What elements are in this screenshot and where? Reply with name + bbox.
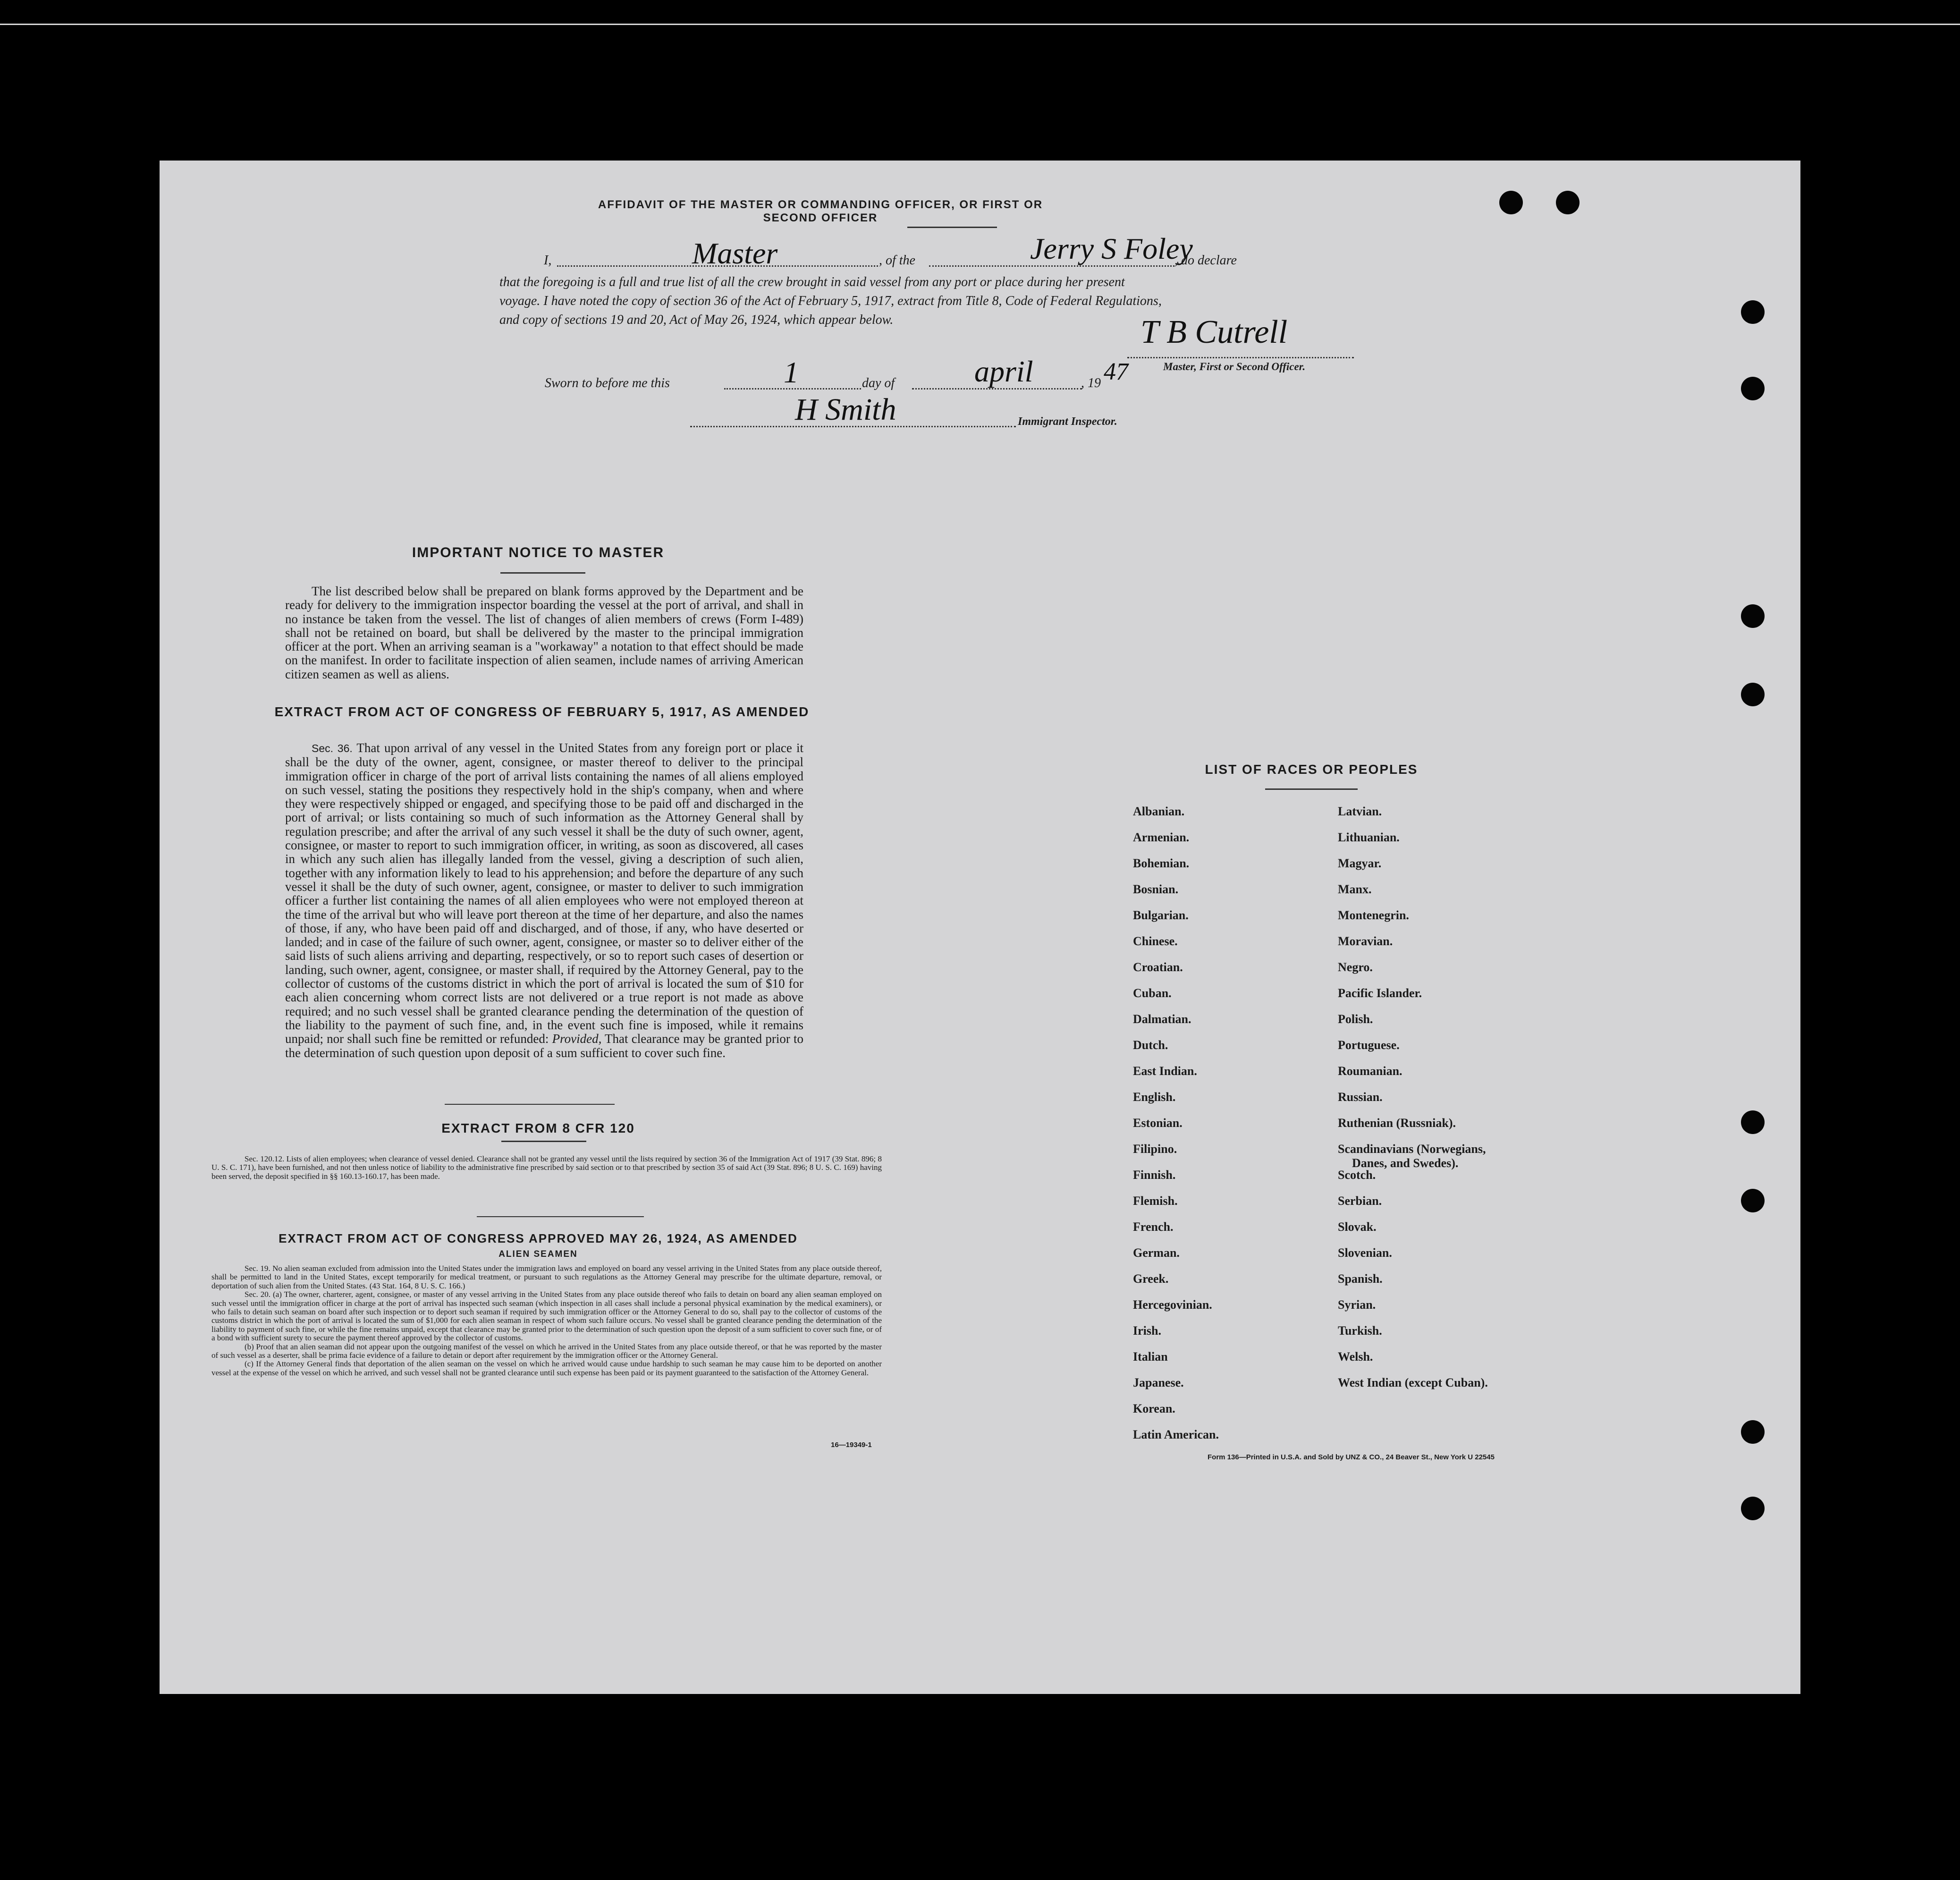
day-of-label: day of: [862, 376, 895, 390]
notice-text: The list described below shall be prepared on blank forms approved by the Department and be ready for delivery to the immigration inspector boarding the vessel at the port of arrival, and shall in no instance be taken from the vessel. The list of changes of alien members of crews (Form I-489) shall not be retained on board, but shall be delivered by the master to the principal immigration officer at the port. When an arriving seaman is a "workaway" a notation to that effect should be made on the manifest. In order to facilitate inspection of alien seamen, include names of arriving American citizen seamen as well as aliens.: [285, 584, 803, 681]
inspector-signature: H Smith: [795, 392, 896, 427]
race-item-right: Serbian.: [1338, 1194, 1382, 1208]
race-item-right: Magyar.: [1338, 856, 1382, 870]
race-item-right: Roumanian.: [1338, 1064, 1402, 1078]
race-item-right: West Indian (except Cuban).: [1338, 1376, 1488, 1389]
extract-1924-title: EXTRACT FROM ACT OF CONGRESS APPROVED MAY 26, 1924, AS AMENDED: [279, 1231, 798, 1245]
punch-hole: [1741, 604, 1765, 628]
race-item-left: French.: [1133, 1220, 1174, 1234]
sec-19-text: Sec. 19. No alien seaman excluded from admission into the United States under the immigration laws and employed on board any vessel arriving in the United States from any place outside thereof, shall be permitted to land in the United States, except temporarily for medical treatment, or pursuant to such regulations as the Attorney General may prescribe for the ultimate departure, removal, or deportation of such alien from the United States. (43 Stat. 164, 8 U. S. C. 166.): [211, 1264, 882, 1290]
race-item-right: Moravian.: [1338, 934, 1393, 948]
punch-hole: [1556, 191, 1580, 214]
race-item-left: Italian: [1133, 1350, 1168, 1363]
race-item-right: Portuguese.: [1338, 1038, 1400, 1052]
races-rule: [1265, 788, 1358, 790]
punch-hole: [1741, 683, 1765, 706]
notice-rule: [500, 572, 585, 574]
race-item-right: Montenegrin.: [1338, 908, 1409, 922]
race-item-right: Welsh.: [1338, 1350, 1373, 1363]
race-item-left: East Indian.: [1133, 1064, 1197, 1078]
race-item-left: Flemish.: [1133, 1194, 1178, 1208]
inspector-line: [690, 426, 1016, 427]
race-item-right: Turkish.: [1338, 1324, 1382, 1338]
race-item-left: Hercegovinian.: [1133, 1298, 1212, 1312]
handwritten-month: april: [974, 355, 1033, 388]
handwritten-vessel: Jerry S Foley: [1030, 232, 1193, 265]
proviso-text: That clearance may be granted prior to the determination of such question upon deposit of a sum sufficient to cover such fine.: [285, 1032, 804, 1060]
cfr-rule: [501, 1141, 586, 1142]
year-prefix: , 19: [1081, 376, 1101, 390]
race-item-right: Scandinavians (Norwegians,: [1338, 1142, 1486, 1156]
race-item-left: Albanian.: [1133, 805, 1185, 818]
race-item-left: Dalmatian.: [1133, 1012, 1191, 1026]
affidavit-do-declare: , do declare: [1174, 253, 1237, 268]
race-item-right: Ruthenian (Russniak).: [1338, 1116, 1456, 1130]
race-item-right: Lithuanian.: [1338, 830, 1400, 844]
1924-top-rule: [477, 1216, 644, 1217]
race-item-left: English.: [1133, 1090, 1176, 1104]
race-item-right: Syrian.: [1338, 1298, 1376, 1312]
race-item-left: Finnish.: [1133, 1168, 1176, 1182]
form-number: 16—19349-1: [831, 1441, 872, 1449]
race-item-left: Filipino.: [1133, 1142, 1177, 1156]
document-page: [160, 161, 1800, 1694]
race-item-left: Bulgarian.: [1133, 908, 1189, 922]
punch-hole: [1741, 377, 1765, 400]
affidavit-title: AFFIDAVIT OF THE MASTER OR COMMANDING OFFICER, OR FIRST OR SECOND OFFICER: [598, 198, 1043, 224]
punch-hole: [1499, 191, 1523, 214]
race-item-right: Slovenian.: [1338, 1246, 1392, 1260]
affidavit-i-label: I,: [544, 253, 552, 268]
race-item-left: Bosnian.: [1133, 882, 1179, 896]
sec-20b-text: (b) Proof that an alien seaman did not appear upon the outgoing manifest of the vessel on which he arrived in the United States from any place outside thereof, or that he was reported by the master of such vessel as a deserter, shall be prima facie evidence of a failure to detain or deport after requirement by the immigration officer or the Attorney General.: [211, 1342, 882, 1360]
race-item-left: Croatian.: [1133, 960, 1183, 974]
race-item-left: Armenian.: [1133, 830, 1190, 844]
race-item-left: German.: [1133, 1246, 1180, 1260]
signature-line: [1127, 357, 1354, 358]
race-item-left: Korean.: [1133, 1402, 1175, 1415]
race-item-right: Pacific Islander.: [1338, 986, 1422, 1000]
handwritten-day: 1: [784, 356, 799, 389]
affidavit-line-2: that the foregoing is a full and true list of all the crew brought in said vessel from any port or place during her present: [499, 275, 1125, 289]
extract-1917-title: EXTRACT FROM ACT OF CONGRESS OF FEBRUARY 5, 1917, AS AMENDED: [274, 704, 810, 719]
sworn-label: Sworn to before me this: [545, 376, 670, 390]
punch-hole: [1741, 1420, 1765, 1444]
race-item-left: Japanese.: [1133, 1376, 1184, 1389]
master-signature: T B Cutrell: [1141, 314, 1288, 350]
race-item-left: Bohemian.: [1133, 856, 1190, 870]
sec-36-text: That upon arrival of any vessel in the United States from any foreign port or place it shall be the duty of the owner, agent, consignee, or master thereof to deliver to the principal immigration officer in charge of the port of arrival lists containing the names of all aliens employed on such vessel, stating the positions they respectively hold in the ship's company, when and where they were respectively shipped or engaged, and specifying those to be paid off and discharged in the port of arrival; or lists containing so much of such information as the Attorney General shall by regulation prescribe; and after the arrival of any such vessel it shall be the duty of such owner, agent, consignee, or master to report to such immigration officer, in writing, as soon as discovered, all cases in which any such alien has illegally landed from the vessel, giving a description of such alien, together with any information likely to lead to his apprehension; and before the departure of any such vessel it shall be the duty of such owner, agent, consignee, or master to deliver to such immigration officer a further list containing the names of all alien employees who were not employed thereon at the time of the arrival but who will leave port thereon at the time of her departure, and also the names of those, if any, who have been paid off and discharged, and of those, if any, who have deserted or landed; and in case of the failure of such owner, agent, consignee, or master so to deliver either of the said lists of such aliens arriving and departing, respectively, or so to report such cases of desertion or landing, such owner, agent, consignee, or master shall, if required by the Attorney General, pay to the collector of customs of the customs district in which the port of arrival is located the sum of $10 for each alien concerning whom correct lists are not delivered or a true report is not made as above required; and no such vessel shall be granted clearance pending the determination of the question of the liability to the payment of such fine, and, in the event such fine is imposed, while it remains unpaid; nor shall such fine be remitted or refunded:: [285, 741, 804, 1046]
signature-caption: Master, First or Second Officer.: [1163, 361, 1306, 373]
sec-36-label: Sec. 36.: [312, 742, 353, 754]
race-item-left: Latin American.: [1133, 1428, 1219, 1441]
race-item-left: Irish.: [1133, 1324, 1161, 1338]
punch-hole: [1741, 1497, 1765, 1520]
races-title: LIST OF RACES OR PEOPLES: [1205, 762, 1418, 777]
affidavit-line-4: and copy of sections 19 and 20, Act of May 26, 1924, which appear below.: [499, 313, 894, 327]
punch-hole: [1741, 1189, 1765, 1212]
cfr-top-rule: [445, 1104, 615, 1105]
race-item-left: Cuban.: [1133, 986, 1172, 1000]
race-item-right: Negro.: [1338, 960, 1373, 974]
race-item-left: Dutch.: [1133, 1038, 1168, 1052]
title-rule: [907, 227, 997, 228]
proviso-label: Provided,: [552, 1032, 602, 1046]
inspector-caption: Immigrant Inspector.: [1018, 415, 1117, 428]
printer-footer: Form 136—Printed in U.S.A. and Sold by UNZ & CO., 24 Beaver St., New York U 22545: [1208, 1453, 1495, 1461]
extract-1924-subtitle: ALIEN SEAMEN: [498, 1249, 578, 1259]
race-item-right: Latvian.: [1338, 805, 1382, 818]
race-item-left: Chinese.: [1133, 934, 1178, 948]
extract-1917-section: [285, 741, 803, 1060]
handwritten-name: Master: [692, 237, 778, 270]
race-item-left: Estonian.: [1133, 1116, 1183, 1130]
race-item-right: Manx.: [1338, 882, 1372, 896]
affidavit-line-3: voyage. I have noted the copy of section 36 of the Act of February 5, 1917, extract from Title 8, Code of Federal Regulations,: [499, 294, 1162, 308]
race-item-right: Scotch.: [1338, 1168, 1376, 1182]
cfr-text: Sec. 120.12. Lists of alien employees; when clearance of vessel denied. Clearance shall not be granted any vessel until the lists required by section 36 of the Immigration Act of 1917 (39 Stat. 896; 8 U. S. C. 171), have been furnished, and not then unless notice of liability to the administrative fine prescribed by said section or to that prescribed by section 35 of said Act (39 Stat. 896; 8 U. S. C. 169) having been served, the deposit specified in §§ 160.13-160.17, has been made.: [211, 1154, 882, 1181]
sec-20c-text: (c) If the Attorney General finds that deportation of the alien seaman on the vessel on which he arrived would cause undue hardship to such seaman he may cause him to be deported on another vessel at the expense of the vessel on which he arrived, and such vessel shall not be granted clearance until such expense has been paid or its payment guaranteed to the satisfaction of the Attorney General.: [211, 1359, 882, 1377]
scan-top-line: [0, 24, 1960, 25]
punch-hole: [1741, 1110, 1765, 1134]
race-item-right: Russian.: [1338, 1090, 1383, 1104]
race-item-right: Spanish.: [1338, 1272, 1383, 1286]
cfr-title: EXTRACT FROM 8 CFR 120: [441, 1121, 635, 1135]
affidavit-of-the-label: , of the: [879, 253, 915, 268]
punch-hole: [1741, 300, 1765, 324]
notice-title: IMPORTANT NOTICE TO MASTER: [412, 545, 665, 560]
race-item-right: Slovak.: [1338, 1220, 1377, 1234]
race-item-right: Polish.: [1338, 1012, 1373, 1026]
sec-20a-text: Sec. 20. (a) The owner, charterer, agent, consignee, or master of any vessel arriving in the United States from any place outside thereof who fails to detain on board any alien seaman employed on such vessel until the immigration officer in charge at the port of arrival has inspected such seaman (which inspection in all cases shall include a personal physical examination by the medical examiners), or who fails to detain such seaman on board after such inspection or to deport such seaman if required by such immigration officer or the Attorney General to do so, shall pay to the collector of customs of the customs district in which the port of arrival is located the sum of $1,000 for each alien seaman in respect of whom such failure occurs. No vessel shall be granted clearance pending the determination of the liability to payment of such fine, or while the fine remains unpaid, except that clearance may be granted prior to the determination of such question upon the deposit of a sum sufficient to cover such fine, or of a bond with sufficient surety to secure the payment thereof approved by the collector of customs.: [211, 1290, 882, 1343]
handwritten-year: 47: [1104, 358, 1128, 385]
race-item-left: Greek.: [1133, 1272, 1169, 1286]
race-item-right: Danes, and Swedes).: [1352, 1156, 1459, 1170]
extract-1924-body: [211, 1264, 882, 1377]
